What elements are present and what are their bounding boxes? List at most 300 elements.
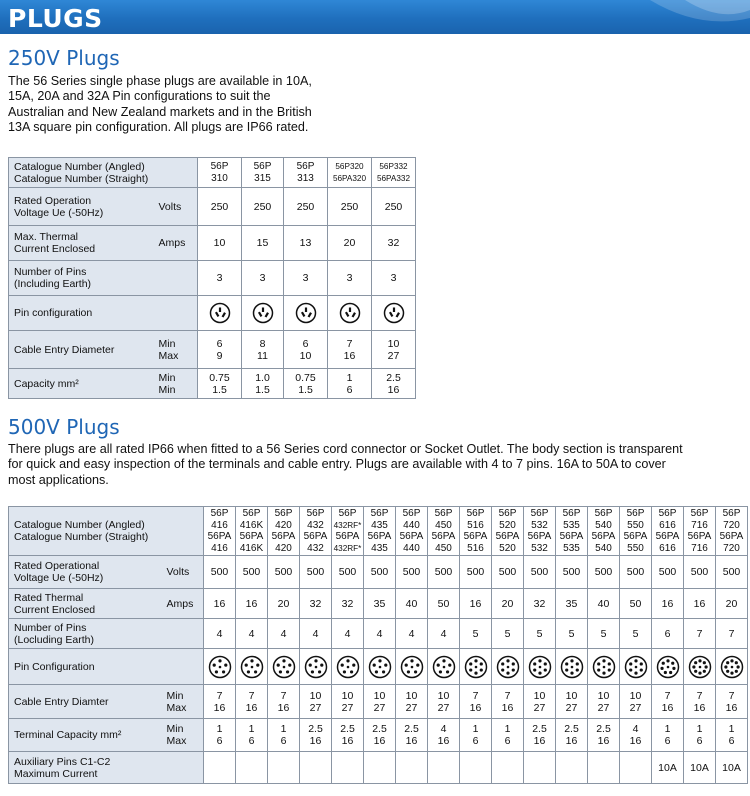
catalogue-number: 616 [659, 519, 676, 531]
cell-value: 16 [213, 701, 226, 714]
value-cell [204, 752, 236, 784]
value-cell [556, 685, 588, 719]
pin-configuration-cell [372, 296, 416, 331]
value-cell [524, 752, 556, 784]
value-cell [242, 331, 284, 369]
cell-value: 10 [373, 689, 386, 702]
row-unit [156, 188, 198, 226]
value-cell [300, 619, 332, 649]
value-cell [588, 752, 620, 784]
catalogue-number: 516 [467, 519, 484, 531]
row-unit [164, 649, 204, 685]
pin-configuration-cell [588, 649, 620, 685]
cell-value: 10 [629, 689, 642, 702]
value-cell [556, 589, 588, 619]
value-cell [492, 752, 524, 784]
row-label [9, 261, 156, 296]
cell-value: 500 [562, 566, 581, 578]
cell-value: 5 [632, 627, 639, 640]
cell-value: 32 [341, 597, 354, 610]
row-label [9, 589, 164, 619]
pin-configuration-cell [492, 649, 524, 685]
value-cell [328, 261, 372, 296]
cell-value: 2.5 [596, 723, 611, 735]
value-cell [332, 619, 364, 649]
pin-configuration-icon [624, 655, 648, 679]
value-cell [204, 619, 236, 649]
value-cell [396, 556, 428, 589]
catalogue-number: 520 [499, 542, 516, 554]
catalogue-number: 516 [467, 542, 484, 554]
cell-value: 5 [568, 627, 575, 640]
table-row [9, 556, 748, 589]
cell-value: 27 [565, 701, 578, 714]
value-cell [428, 685, 460, 719]
value-cell [556, 752, 588, 784]
pin-configuration-icon [304, 655, 328, 679]
catalogue-number-cell [198, 158, 242, 188]
cell-value: 4 [216, 627, 223, 640]
cell-value: 1 [280, 723, 287, 735]
cell-value: 15 [256, 237, 269, 249]
catalogue-number: 540 [595, 542, 612, 554]
cell-value: 16 [725, 701, 738, 714]
cell-value: 35 [565, 597, 578, 610]
cell-value: 11 [257, 349, 268, 362]
value-cell [396, 589, 428, 619]
cell-value: 6 [728, 735, 735, 747]
value-cell [620, 619, 652, 649]
catalogue-number: 56PA [207, 531, 232, 542]
value-cell [284, 261, 328, 296]
value-cell [620, 685, 652, 719]
table-row [9, 226, 416, 261]
value-cell [242, 226, 284, 261]
catalogue-number: 56PA [655, 531, 680, 542]
catalogue-number-cell [524, 507, 556, 556]
cell-value: 4 [376, 627, 383, 640]
cell-value: 4 [344, 627, 351, 640]
cell-value: 2.5 [372, 723, 387, 735]
cell-value: 250 [296, 200, 315, 213]
value-cell [524, 589, 556, 619]
catalogue-number-cell [268, 507, 300, 556]
pin-configuration-cell [332, 649, 364, 685]
row-unit-line: Volts [166, 566, 190, 578]
cell-value: 1.5 [298, 383, 313, 396]
row-label [9, 158, 156, 188]
row-label-line: Max. Thermal [14, 231, 78, 243]
cell-value: 10 [597, 689, 610, 702]
value-cell [428, 752, 460, 784]
cell-value: 250 [340, 200, 359, 213]
cell-value: 6 [504, 735, 511, 747]
row-unit-line: Volts [158, 200, 182, 213]
catalogue-number: 432 [307, 519, 324, 531]
value-cell [198, 226, 242, 261]
value-cell [396, 719, 428, 752]
value-cell [620, 752, 652, 784]
cell-value: 500 [402, 566, 421, 578]
catalogue-number-cell [364, 507, 396, 556]
cell-value: 3 [259, 272, 266, 284]
cell-value: 5 [536, 627, 543, 640]
cell-value: 250 [384, 200, 403, 213]
catalogue-number: 550 [627, 542, 644, 554]
row-label [9, 752, 164, 784]
catalogue-number: 432RF* [333, 543, 362, 553]
catalogue-number: 310 [211, 172, 228, 184]
catalogue-number: 716 [691, 519, 708, 531]
row-unit [164, 556, 204, 589]
row-unit [156, 331, 198, 369]
pin-configuration-icon [240, 655, 264, 679]
table-row [9, 507, 748, 556]
cell-value: 9 [216, 349, 223, 362]
catalogue-number: 56PA [431, 531, 456, 542]
value-cell [198, 369, 242, 399]
cell-value: 2.5 [564, 723, 579, 735]
row-label-line: Terminal Capacity mm² [14, 729, 122, 741]
cell-value: 16 [405, 735, 418, 747]
cell-value: 16 [309, 735, 322, 747]
pin-configuration-icon [496, 655, 520, 679]
table-row [9, 649, 748, 685]
row-label [9, 331, 156, 369]
value-cell [332, 556, 364, 589]
cell-value: 6 [664, 627, 671, 640]
row-label-line: (Locluding Earth) [14, 633, 94, 646]
value-cell [684, 719, 716, 752]
catalogue-number-cell [204, 507, 236, 556]
cell-value: 500 [498, 566, 517, 578]
cell-value: 35 [373, 597, 386, 610]
value-cell [268, 556, 300, 589]
value-cell [332, 752, 364, 784]
cell-value: 250 [210, 200, 229, 213]
catalogue-number-cell [652, 507, 684, 556]
catalogue-number: 56PA320 [332, 173, 367, 183]
cell-value: 16 [469, 597, 482, 610]
cell-value: 6 [472, 735, 479, 747]
value-cell [716, 619, 748, 649]
pin-configuration-icon [560, 655, 584, 679]
cell-value: 3 [346, 272, 353, 284]
cell-value: 40 [597, 597, 610, 610]
value-cell [300, 719, 332, 752]
value-cell [556, 619, 588, 649]
catalogue-number: 416K [239, 519, 264, 531]
catalogue-number-cell [684, 507, 716, 556]
value-cell [372, 261, 416, 296]
row-label [9, 296, 156, 331]
value-cell [524, 556, 556, 589]
catalogue-number: 56P [306, 508, 325, 519]
value-cell [684, 685, 716, 719]
table-row [9, 158, 416, 188]
row-unit [156, 369, 198, 399]
pin-configuration-icon [339, 302, 361, 324]
pin-configuration-cell [556, 649, 588, 685]
cell-value: 7 [728, 689, 735, 702]
cell-value: 16 [437, 735, 450, 747]
value-cell [524, 719, 556, 752]
cell-value: 1.0 [255, 371, 270, 384]
catalogue-number: 716 [691, 542, 708, 554]
cell-value: 16 [533, 735, 546, 747]
catalogue-number: 432RF* [333, 520, 362, 530]
pin-configuration-icon [464, 655, 488, 679]
cell-value: 1 [504, 723, 511, 735]
catalogue-number: 56P [658, 508, 677, 519]
row-unit-line: Min [158, 337, 176, 350]
cell-value: 16 [661, 597, 674, 610]
value-cell [198, 188, 242, 226]
catalogue-number: 520 [499, 519, 516, 531]
value-cell [588, 685, 620, 719]
catalogue-number-cell [716, 507, 748, 556]
cell-value: 7 [696, 627, 703, 640]
value-cell [236, 752, 268, 784]
value-cell [716, 589, 748, 619]
value-cell [372, 188, 416, 226]
row-label [9, 685, 164, 719]
row-label-line: Pin configuration [14, 307, 93, 319]
cell-value: 500 [210, 566, 229, 578]
value-cell [716, 752, 748, 784]
cell-value: 50 [437, 597, 450, 610]
row-unit-line: Max [166, 735, 187, 747]
catalogue-number: 56P [530, 508, 549, 519]
row-unit [164, 685, 204, 719]
cell-value: 8 [259, 337, 266, 350]
catalogue-number-cell [372, 158, 416, 188]
value-cell [364, 589, 396, 619]
cell-value: 16 [661, 701, 674, 714]
spec-table-250v [8, 157, 416, 399]
cell-value: 6 [248, 735, 255, 747]
value-cell [268, 752, 300, 784]
cell-value: 10 [565, 689, 578, 702]
cell-value: 4 [248, 627, 255, 640]
row-unit-line: Min [158, 371, 176, 384]
cell-value: 7 [664, 689, 671, 702]
cell-value: 16 [597, 735, 610, 747]
cell-value: 13 [299, 237, 312, 249]
catalogue-number: 56P [594, 508, 613, 519]
table-row [9, 188, 416, 226]
cell-value: 10 [387, 337, 400, 350]
page-title: PLUGS [8, 4, 103, 33]
value-cell [242, 369, 284, 399]
catalogue-number: 450 [435, 542, 452, 554]
value-cell [364, 685, 396, 719]
row-label-line: Catalogue Number (Straight) [14, 531, 149, 543]
row-unit-line: Max [158, 349, 179, 362]
row-label-line: Number of Pins [14, 621, 87, 634]
catalogue-number-cell [588, 507, 620, 556]
cell-value: 10A [722, 761, 741, 774]
pin-configuration-icon [208, 655, 232, 679]
value-cell [620, 556, 652, 589]
catalogue-number: 56PA [719, 531, 744, 542]
catalogue-number: 56PA [463, 531, 488, 542]
cell-value: 27 [341, 701, 354, 714]
cell-value: 500 [338, 566, 357, 578]
table-row [9, 752, 748, 784]
row-unit [164, 752, 204, 784]
value-cell [372, 331, 416, 369]
catalogue-number: 416 [211, 519, 228, 531]
cell-value: 7 [728, 627, 735, 640]
pin-configuration-cell [716, 649, 748, 685]
catalogue-number: 56P [498, 508, 517, 519]
cell-value: 27 [437, 701, 450, 714]
value-cell [204, 685, 236, 719]
row-label [9, 556, 164, 589]
row-unit [164, 719, 204, 752]
catalogue-number-cell [428, 507, 460, 556]
value-cell [396, 752, 428, 784]
intro-line: Australian and New Zealand markets and in the British [8, 104, 312, 119]
catalogue-number: 56P [466, 508, 485, 519]
pin-configuration-icon [209, 302, 231, 324]
cell-value: 10 [309, 689, 322, 702]
row-label-line: Rated Operational [14, 560, 100, 572]
catalogue-number: 56P [338, 508, 357, 519]
catalogue-number: 435 [371, 519, 388, 531]
row-label-line: Catalogue Number (Straight) [14, 172, 149, 185]
catalogue-number: 532 [531, 519, 548, 531]
table-row [9, 719, 748, 752]
value-cell [198, 331, 242, 369]
catalogue-number: 56P [210, 161, 229, 172]
cell-value: 20 [725, 597, 738, 610]
catalogue-number-cell [556, 507, 588, 556]
cell-value: 3 [390, 272, 397, 284]
catalogue-number: 56P [722, 508, 741, 519]
value-cell [428, 589, 460, 619]
cell-value: 4 [312, 627, 319, 640]
table-row [9, 296, 416, 331]
catalogue-number: 56PA [303, 531, 328, 542]
catalogue-number-cell [284, 158, 328, 188]
catalogue-number: 56P [253, 161, 272, 172]
pin-configuration-cell [460, 649, 492, 685]
cell-value: 16 [629, 735, 642, 747]
cell-value: 5 [600, 627, 607, 640]
row-label [9, 507, 164, 556]
value-cell [268, 619, 300, 649]
cell-value: 500 [274, 566, 293, 578]
pin-configuration-icon [368, 655, 392, 679]
value-cell [716, 556, 748, 589]
pin-configuration-cell [328, 296, 372, 331]
pin-configuration-cell [236, 649, 268, 685]
value-cell [652, 719, 684, 752]
cell-value: 16 [565, 735, 578, 747]
row-label-line: Cable Entry Diamter [14, 695, 109, 708]
catalogue-number: 56PA [623, 531, 648, 542]
cell-value: 1.5 [212, 383, 227, 396]
cell-value: 7 [280, 689, 287, 702]
catalogue-number-cell [396, 507, 428, 556]
value-cell [492, 556, 524, 589]
value-cell [588, 619, 620, 649]
cell-value: 16 [341, 735, 354, 747]
value-cell [652, 556, 684, 589]
value-cell [492, 589, 524, 619]
pin-configuration-icon [383, 302, 405, 324]
value-cell [204, 719, 236, 752]
cell-value: 7 [216, 689, 223, 702]
cell-value: 1 [472, 723, 479, 735]
catalogue-number: 56PA [367, 531, 392, 542]
value-cell [236, 589, 268, 619]
cell-value: 4 [440, 723, 447, 735]
row-label-line: Capacity mm² [14, 377, 79, 390]
catalogue-number: 56P [242, 508, 261, 519]
intro-line: 15A, 20A and 32A Pin configurations to suit the [8, 89, 271, 104]
row-label-line: Catalogue Number (Angled) [14, 160, 145, 173]
value-cell [460, 685, 492, 719]
value-cell [588, 719, 620, 752]
value-cell [332, 589, 364, 619]
cell-value: 500 [306, 566, 325, 578]
pin-configuration-cell [204, 649, 236, 685]
row-unit [156, 261, 198, 296]
value-cell [716, 685, 748, 719]
table-row [9, 685, 748, 719]
catalogue-number-cell [236, 507, 268, 556]
cell-value: 16 [469, 701, 482, 714]
table-row [9, 369, 416, 399]
catalogue-number: 535 [563, 542, 580, 554]
value-cell [556, 719, 588, 752]
value-cell [284, 188, 328, 226]
value-cell [268, 685, 300, 719]
cell-value: 250 [253, 200, 272, 213]
row-label [9, 619, 164, 649]
section-heading-250v: 250V Plugs [8, 46, 120, 70]
catalogue-number-cell [460, 507, 492, 556]
catalogue-number: 56P [434, 508, 453, 519]
cell-value: 500 [434, 566, 453, 578]
pin-configuration-icon [336, 655, 360, 679]
cell-value: 16 [245, 701, 258, 714]
intro-paragraph-250v [8, 74, 312, 135]
value-cell [372, 369, 416, 399]
pin-configuration-icon [656, 655, 680, 679]
section-heading-500v: 500V Plugs [8, 415, 120, 439]
catalogue-number: 56P [210, 508, 229, 519]
value-cell [460, 619, 492, 649]
catalogue-number-cell [620, 507, 652, 556]
row-label-line: Voltage Ue (-50Hz) [14, 206, 104, 219]
cell-value: 27 [533, 701, 546, 714]
row-label-line: Number of Pins [14, 266, 87, 278]
cell-value: 7 [248, 689, 255, 702]
cell-value: 2.5 [532, 723, 547, 735]
cell-value: 0.75 [295, 371, 316, 384]
value-cell [284, 331, 328, 369]
value-cell [236, 556, 268, 589]
pin-configuration-icon [528, 655, 552, 679]
table-row [9, 589, 748, 619]
row-label-line: Auxiliary Pins C1-C2 [14, 755, 111, 768]
pin-configuration-icon [688, 655, 712, 679]
cell-value: 500 [658, 566, 677, 578]
